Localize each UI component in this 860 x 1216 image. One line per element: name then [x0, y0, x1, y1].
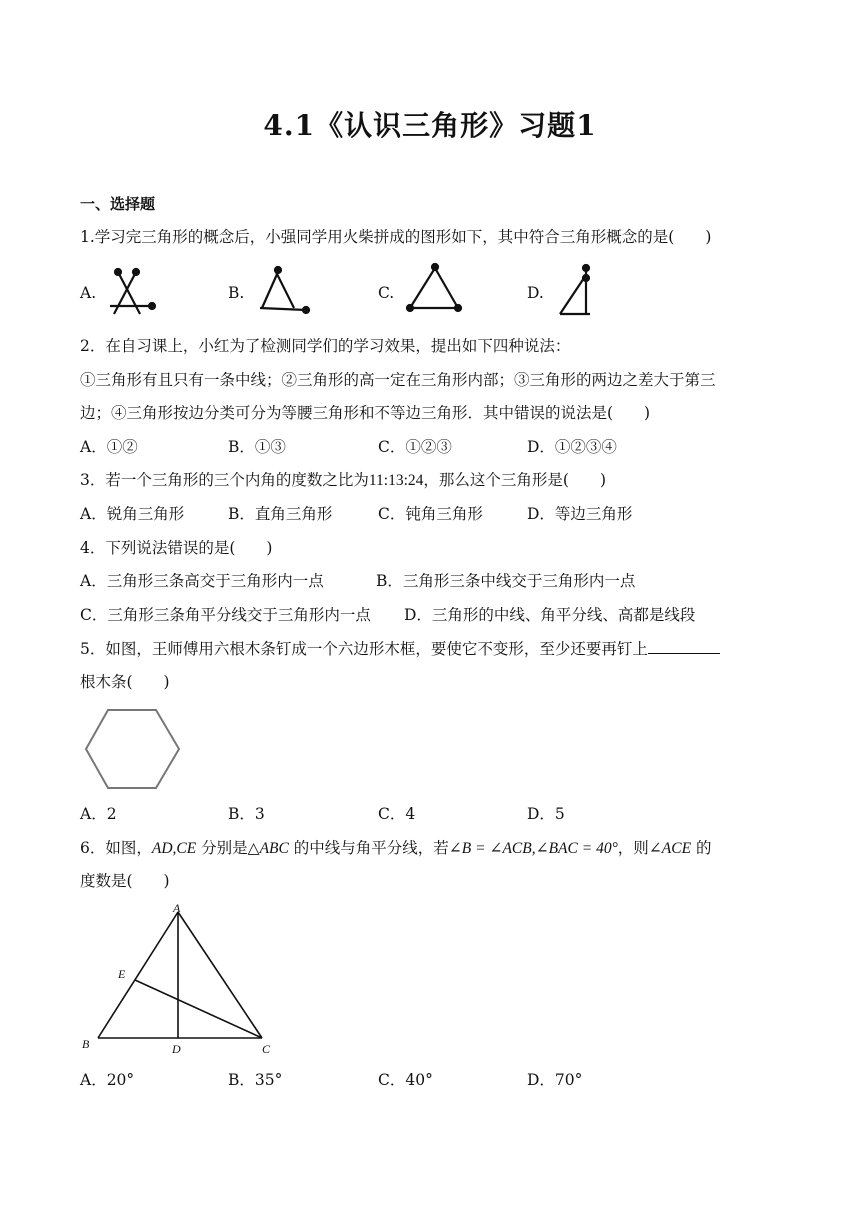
q2-line3: 边；④三角形按边分类可分为等腰三角形和不等边三角形．其中错误的说法是( )	[80, 404, 651, 422]
q1-figure-b	[254, 266, 314, 318]
q5-option-d: D．5	[527, 805, 565, 823]
q1-figure-d	[554, 264, 604, 318]
q6-line2: 度数是( )	[80, 872, 170, 890]
q1-option-a: A.	[80, 284, 97, 302]
q6-option-d: D．70°	[527, 1071, 583, 1089]
q6-math-3: ∠B = ∠ACB,∠BAC = 40°	[448, 840, 618, 857]
q4-option-a: A．三角形三条高交于三角形内一点	[80, 572, 324, 590]
q3-ratio: 11:13:24	[368, 472, 424, 489]
q3-option-b: B．直角三角形	[228, 505, 333, 523]
point-label-d: D	[172, 1042, 181, 1056]
q3-option-a: A．锐角三角形	[80, 505, 185, 523]
q2-option-b: B．①③	[228, 438, 286, 456]
vertex-label-a: A	[173, 901, 181, 915]
triangle-figure	[78, 900, 284, 1060]
q3-stem-before: 3．若一个三角形的三个内角的度数之比为	[80, 471, 369, 489]
q4-option-b: B．三角形三条中线交于三角形内一点	[376, 572, 636, 590]
q5-line1	[80, 639, 720, 659]
q5-line2: 根木条( )	[80, 673, 170, 691]
q5-option-a: A．2	[80, 805, 117, 823]
q5-line1-text: 5．如图，王师傅用六根木条钉成一个六边形木框，要使它不变形，至少还要再钉上	[80, 640, 648, 658]
q6-text-1: 6．如图，	[80, 839, 152, 857]
q6-stem	[80, 838, 712, 859]
q4-option-d: D．三角形的中线、角平分线、高都是线段	[404, 606, 696, 624]
q6-math-4: ∠ACE	[648, 840, 692, 857]
q1-stem: 1.学习完三角形的概念后，小强同学用火柴拼成的图形如下，其中符合三角形概念的是( )	[80, 228, 712, 246]
q5-option-c: C．4	[378, 805, 416, 823]
q6-text-5: 的	[691, 839, 712, 857]
q6-math-1: AD,CE	[151, 840, 197, 857]
q6-option-b: B．35°	[228, 1071, 283, 1089]
q5-option-b: B．3	[228, 805, 265, 823]
q3-stem	[80, 470, 606, 491]
q6-option-c: C．40°	[378, 1071, 433, 1089]
q1-option-c: C.	[378, 284, 395, 302]
q6-text-4: ，则	[617, 839, 649, 857]
q2-line2: ①三角形有且只有一条中线；②三角形的高一定在三角形内部；③三角形的两边之差大于第三	[80, 371, 716, 389]
q1-option-b: B.	[228, 284, 245, 302]
q3-stem-after: ，那么这个三角形是( )	[423, 471, 607, 489]
q2-line1: 2．在自习课上，小红为了检测同学们的学习效果，提出如下四种说法：	[80, 337, 571, 355]
q2-option-c: C．①②③	[378, 438, 452, 456]
vertex-label-c: C	[262, 1042, 271, 1056]
q1-figure-c	[404, 262, 464, 314]
q6-option-a: A．20°	[80, 1071, 135, 1089]
q1-figure-a	[104, 266, 164, 318]
q3-option-c: C．钝角三角形	[378, 505, 483, 523]
section-heading: 一、选择题	[80, 195, 156, 213]
hexagon-figure	[84, 707, 182, 791]
point-label-e: E	[118, 967, 126, 981]
q4-stem: 4．下列说法错误的是( )	[80, 539, 273, 557]
page-title: 4.1《认识三角形》习题1	[263, 109, 597, 142]
q1-option-d: D.	[527, 284, 544, 302]
q6-text-3: 的中线与角平分线，若	[288, 839, 449, 857]
q6-text-2: 分别是	[196, 839, 248, 857]
q2-option-a: A．①②	[80, 438, 138, 456]
q2-option-d: D．①②③④	[527, 438, 617, 456]
q3-option-d: D．等边三角形	[527, 505, 633, 523]
answer-blank	[648, 639, 720, 654]
q4-option-c: C．三角形三条角平分线交于三角形内一点	[80, 606, 371, 624]
q6-math-2: △ABC	[247, 840, 289, 857]
vertex-label-b: B	[82, 1037, 90, 1051]
